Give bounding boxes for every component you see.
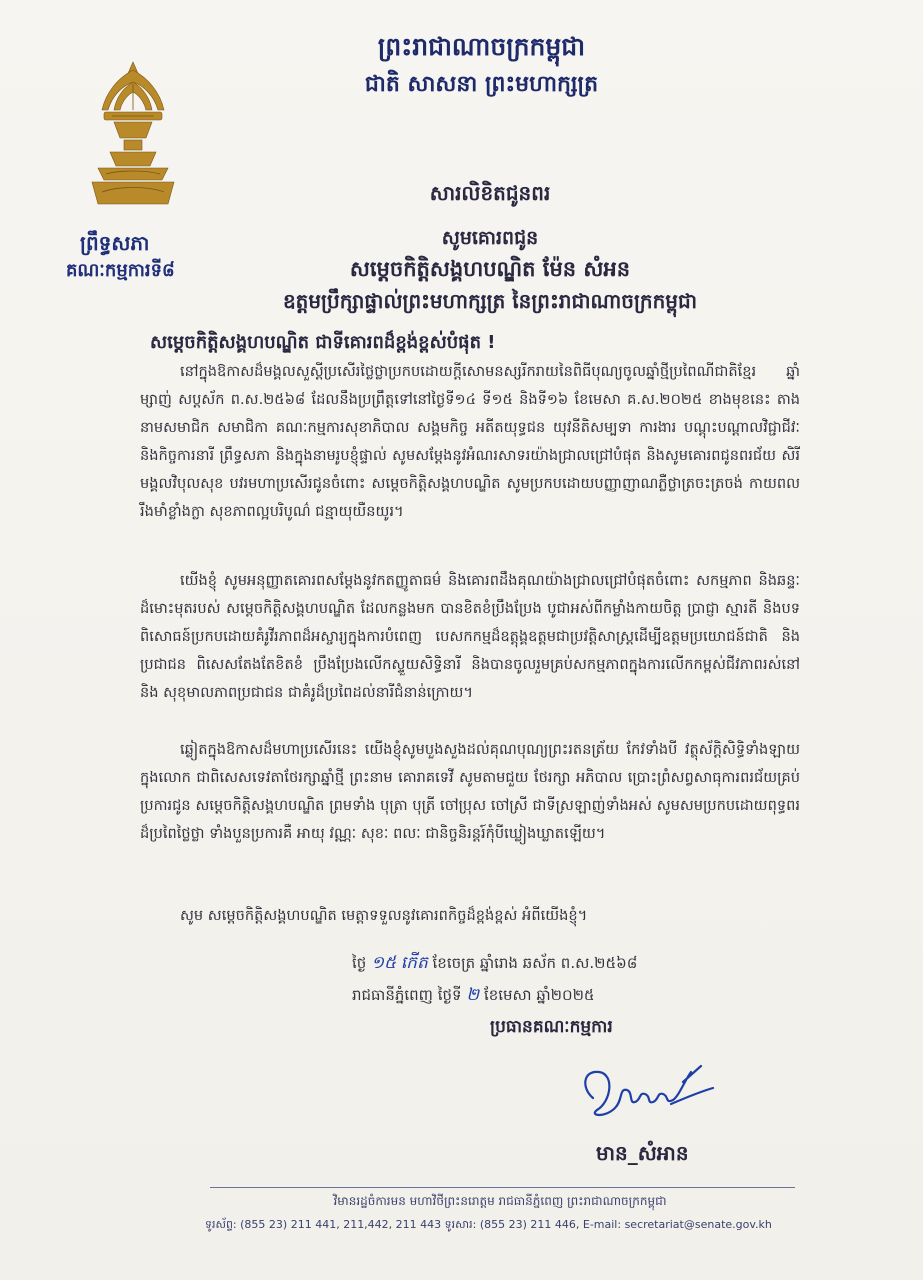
lunar-prefix: ថ្ងៃ bbox=[352, 954, 367, 972]
lunar-day: ១៥ bbox=[371, 953, 396, 973]
paragraph-2 bbox=[140, 567, 800, 707]
paragraph-3 bbox=[140, 736, 800, 848]
gregorian-date bbox=[352, 984, 595, 1009]
kingdom-title: ព្រះរាជាណាចក្រកម្ពុជា bbox=[377, 32, 586, 61]
phone-numbers: (855 23) 211 441, 211,442, 211 443 bbox=[240, 1218, 442, 1231]
recipient-name: សម្តេចកិត្តិសង្គហបណ្ឌិត ម៉ែន សំអន bbox=[349, 257, 631, 281]
recipient-role: ឧត្តមប្រឹក្សាផ្ទាល់ព្រះមហាក្សត្រ នៃព្រះរាជាណាចក្រកម្ពុជា bbox=[282, 289, 698, 313]
senate-label: ព្រឹទ្ធសភា bbox=[80, 231, 150, 255]
footer-divider bbox=[210, 1187, 795, 1188]
closing-line bbox=[140, 902, 800, 930]
closing-text: សូម សម្តេចកិត្តិសង្គហបណ្ឌិត មេត្តាទទួលនូវគោរពកិច្ចដ៏ខ្ពង់ខ្ពស់ អំពីយើងខ្ញុំ។ bbox=[180, 907, 588, 924]
signer-name: មាន_សំអាន bbox=[596, 1141, 689, 1165]
paragraph-1-text: នៅក្នុងឱកាសដ៏មង្គលសួស្តីប្រសើរថ្លៃថ្លាប្រកបដោយក្តីសោមនស្សរីករាយនៃពិធីបុណ្យចូលឆ្នាំថ្មីប្រពៃណីជាតិខ្មែរ ឆ្នាំម្សាញ់ សប្តស័ក ព.ស.២៥៦៨ ដែលនឹងប្រព្រឹត្តទៅនៅថ្ងៃទី១៤ ទី១៥ និងទី១៦ ខែមេសា គ.ស.២០២៥ ខាងមុខនេះ តាងនាមសមាជិក សមាជិកា គណៈកម្មការសុខាភិបាល សង្គមកិច្ច អតីតយុទ្ធជន យុវនីតិសម្បទា ការងារ បណ្តុះបណ្តាលវិជ្ជាជីវៈ និងកិច្ចការនារី ព្រឹទ្ធសភា និងក្នុងនាមរូបខ្ញុំផ្ទាល់ សូមសម្តែងនូវអំណរសាទរយ៉ាងជ្រាលជ្រៅបំផុត និងសូមគោរពជូនពរជ័យ សិរីមង្គលវិបុលសុខ បវរមហាប្រសើរជូនចំពោះ សម្តេចកិត្តិសង្គហបណ្ឌិត សូមប្រកបដោយបញ្ញាញាណភ្លឺថ្លាត្រចះត្រចង់ កាយពលរឹងមាំខ្លាំងក្លា សុខភាពល្អបរិបូណ៌ ជន្មាយុយឺនយូរ។ bbox=[140, 363, 800, 520]
paragraph-2-text: យើងខ្ញុំ សូមអនុញ្ញាតគោរពសម្តែងនូវកតញ្ញូតាធម៌ និងគោរពដឹងគុណយ៉ាងជ្រាលជ្រៅបំផុតចំពោះ សកម្មភាព និងឆន្ទៈដ៏មោះមុតរបស់ សម្តេចកិត្តិសង្គហបណ្ឌិត ដែលកន្លងមក បានខិតខំប្រឹងប្រែង បូជាអស់ពីកម្លាំងកាយចិត្ត ប្រាជ្ញា ស្មារតី និងបទពិសោធន៍ប្រកបដោយគំរូវីរភាពដ៏អស្ចារ្យក្នុងការបំពេញ បេសកកម្មដ៏ឧត្តុង្គឧត្តមជាប្រវត្តិសាស្ត្រដើម្បីឧត្តមប្រយោជន៍ជាតិ និងប្រជាជន ពិសេសតែងតែខិតខំ ប្រឹងប្រែងលើកស្ទួយសិទ្ធិនារី និងបានចូលរួមគ្រប់សកម្មភាពក្នុងការលើកកម្ពស់ជីវភាពរស់នៅ និង សុខុមាលភាពប្រជាជន ជាគំរូដ៏ប្រពៃដល់នារីជំនាន់ក្រោយ។ bbox=[140, 572, 800, 701]
national-motto: ជាតិ សាសនា ព្រះមហាក្សត្រ bbox=[364, 72, 599, 97]
email-address: secretariat@senate.gov.kh bbox=[624, 1218, 772, 1231]
commission-label: គណៈកម្មការទី៨ bbox=[66, 260, 175, 281]
email-label: E-mail: bbox=[582, 1218, 622, 1231]
date-day: ២ bbox=[466, 985, 480, 1005]
letter-title: សារលិខិតជូនពរ bbox=[429, 181, 551, 205]
letter-to: សូមគោរពជូន bbox=[441, 227, 539, 249]
date-prefix: រាជធានីភ្នំពេញ ថ្ងៃទី bbox=[352, 986, 462, 1004]
fax-number: (855 23) 211 446, bbox=[479, 1218, 580, 1231]
paragraph-3-text: ឆ្លៀតក្នុងឱកាសដ៏មហាប្រសើរនេះ យើងខ្ញុំសូមបួងសួងដល់គុណបុណ្យព្រះរតនត្រ័យ កែវទាំងបី វត្ថុស័ក្តិសិទ្ធិទាំងឡាយក្នុងលោក ជាពិសេសទេវតាថែរក្សាឆ្នាំថ្មី ព្រះនាម គោរាគទេវី សូមតាមជួយ ថែរក្សា អភិបាល ប្រោះព្រំសព្វសាធុការពរជ័យគ្រប់ប្រការជូន សម្តេចកិត្តិសង្គហបណ្ឌិត ព្រមទាំង បុត្រា បុត្រី ចៅប្រុស ចៅស្រី ជាទីស្រឡាញ់ទាំងអស់ សូមសមប្រកបដោយពុទ្ធពរដ៏ប្រពៃថ្លៃថ្លា ទាំងបួនប្រការគឺ អាយុ វណ្ណៈ សុខៈ ពលៈ ជានិច្ចនិរន្តរ៍កុំបីឃ្លៀងឃ្លាតឡើយ។ bbox=[140, 741, 800, 842]
chair-title: ប្រធានគណៈកម្មការ bbox=[490, 1017, 613, 1037]
date-suffix: ខែមេសា ឆ្នាំ២០២៥ bbox=[483, 986, 595, 1004]
signature-icon bbox=[575, 1058, 725, 1130]
footer-address: វិមានរដ្ឋចំការមន មហាវិថីព្រះនរោត្តម រាជធានីភ្នំពេញ ព្រះរាជាណាចក្រកម្ពុជា bbox=[333, 1194, 667, 1208]
phone-label: ទូរស័ព្ទ: bbox=[205, 1218, 237, 1231]
lunar-suffix: ខែចេត្រ ឆ្នាំរោង ឆស័ក ព.ស.២៥៦៨ bbox=[432, 954, 638, 972]
lunar-date bbox=[352, 952, 637, 977]
paragraph-1 bbox=[140, 358, 800, 526]
lunar-phase: កើត bbox=[400, 953, 428, 973]
fax-label: ទូរសារ: bbox=[444, 1218, 477, 1231]
footer-contacts bbox=[205, 1218, 805, 1234]
salutation: សម្តេចកិត្តិសង្គហបណ្ឌិត ជាទីគោរពដ៏ខ្ពង់ខ្ពស់បំផុត ! bbox=[150, 332, 496, 353]
